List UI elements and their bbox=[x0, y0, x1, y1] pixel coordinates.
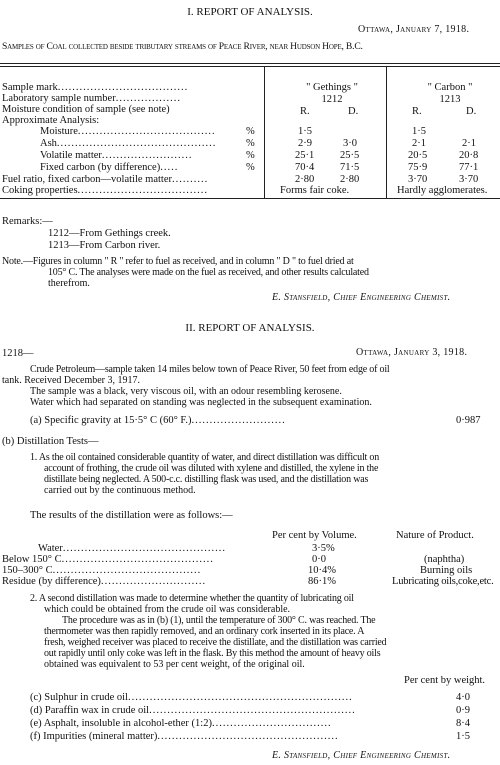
table-row: Moisture...................................... bbox=[40, 126, 216, 137]
p2-line-4: thermometer was then rapidly removed, and an ordinary cork inserted in its place. A bbox=[44, 626, 365, 637]
report2-signature: E. Stansfield, Chief Engineering Chemist. bbox=[272, 750, 451, 761]
cell-c-r: 20·5 bbox=[408, 150, 428, 161]
para1-line-4: Water which had separated on standing was neglected in the subsequent examination. bbox=[30, 397, 372, 408]
cell-c-d: D. bbox=[466, 106, 477, 117]
col-weight-head: Per cent by weight. bbox=[404, 675, 486, 686]
table-row: Below 150° C.......................................... bbox=[2, 554, 214, 565]
row-label: Coking properties bbox=[2, 185, 78, 196]
cell-g-r: Forms fair coke. bbox=[280, 185, 350, 196]
row-label: Residue (by difference) bbox=[2, 576, 101, 587]
row-label: Laboratory sample number bbox=[2, 93, 116, 104]
table-row: Sample mark.................................... bbox=[2, 82, 189, 93]
table-row: Ash............................................ bbox=[40, 138, 217, 149]
p2-line-7: obtained was equivalent to 53 per cent weight, of the original oil. bbox=[44, 659, 305, 670]
cell-g-r: R. bbox=[300, 106, 310, 117]
row-label: (e) Asphalt, insoluble in alcohol-ether (1:2) bbox=[30, 718, 212, 729]
cell-weight: 1·5 bbox=[456, 731, 470, 742]
results-intro: The results of the distillation were as follows:— bbox=[30, 510, 233, 521]
cell-g-r: 2·80 bbox=[295, 174, 315, 185]
cell-g-d: D. bbox=[348, 106, 359, 117]
table-row: (f) Impurities (mineral matter).................................................. bbox=[30, 731, 339, 742]
cell-volume: 86·1% bbox=[308, 576, 336, 587]
row-label: Water bbox=[38, 543, 63, 554]
dist-p1-line-2: account of frothing, the crude oil was diluted with xylene and distilled, the xylene in the bbox=[44, 463, 379, 474]
cell-unit: % bbox=[246, 150, 255, 161]
row-label: Fuel ratio, fixed carbon—volatile matter bbox=[2, 174, 172, 185]
note-line-2: 105° C. The analyses were made on the fuel as received, and other results calculated bbox=[48, 267, 369, 278]
dist-p1-line-1: 1. As the oil contained considerable quantity of water, and direct distillation was difficult on bbox=[30, 452, 380, 463]
cell-c-r: R. bbox=[412, 106, 422, 117]
col-gethings-head: " Gethings " bbox=[306, 82, 358, 93]
table-row: (e) Asphalt, insoluble in alcohol-ether (1:2)................................. bbox=[30, 718, 332, 729]
table-row: Volatile matter......................... bbox=[40, 150, 193, 161]
row-label: Sample mark bbox=[2, 82, 58, 93]
para1-line-3: The sample was a black, very viscous oil, with an odour resembling kerosene. bbox=[30, 386, 342, 397]
cell-c-r: 75·9 bbox=[408, 162, 428, 173]
table-row: Water............................................. bbox=[38, 543, 226, 554]
cell-g-r: 70·4 bbox=[295, 162, 315, 173]
note-line-1: Note.—Figures in column " R " refer to fuel as received, and in column " D " to fuel dried at bbox=[2, 256, 354, 267]
cell-c-d: 2·1 bbox=[462, 138, 476, 149]
cell-product: Burning oils bbox=[420, 565, 473, 576]
cell-product: Lubricating oils,coke,etc. bbox=[392, 576, 494, 587]
p2-line-6: out rapidly until only coke was left in the flask. By this method the amount of heavy oils bbox=[44, 648, 381, 659]
remark-1213: 1213—From Carbon river. bbox=[48, 240, 161, 251]
cell-g-d: 25·5 bbox=[340, 150, 360, 161]
table-row: Residue (by difference)............................. bbox=[2, 576, 207, 587]
table-vertical-rule-2 bbox=[386, 66, 387, 198]
cell-volume: 10·4% bbox=[308, 565, 336, 576]
dist-p1-line-4: carried out by the continuous method. bbox=[44, 485, 196, 496]
cell-g-r: 2·9 bbox=[298, 138, 312, 149]
report2-heading: II. REPORT OF ANALYSIS. bbox=[185, 322, 315, 334]
table-row: Fuel ratio, fixed carbon—volatile matter.......... bbox=[2, 174, 209, 185]
table-row: 150–300° C......................................... bbox=[2, 565, 202, 576]
row-label: Ash bbox=[40, 138, 57, 149]
row-label: Fixed carbon (by difference) bbox=[40, 162, 161, 173]
specific-gravity-row: (a) Specific gravity at 15·5° C (60° F.).......................... bbox=[30, 415, 286, 426]
col-gethings-number: 1212 bbox=[321, 94, 343, 105]
table-bottom-rule bbox=[0, 198, 500, 199]
cell-unit: % bbox=[246, 138, 255, 149]
cell-weight: 4·0 bbox=[456, 692, 470, 703]
sg-label: (a) Specific gravity at 15·5° C (60° F.) bbox=[30, 415, 192, 426]
col-carbon-number: 1213 bbox=[439, 94, 461, 105]
distillation-heading: (b) Distillation Tests— bbox=[2, 436, 99, 447]
p2-line-5: fresh, weighed receiver was placed to receive the distillate, and the distillation was carried bbox=[44, 637, 387, 648]
row-label: (c) Sulphur in crude oil bbox=[30, 692, 128, 703]
p2-line-3: The procedure was as in (b) (1), until the temperature of 300° C. was reached. The bbox=[62, 615, 376, 626]
para1-line-1: Crude Petroleum—sample taken 14 miles below town of Peace River, 50 feet from edge of oil bbox=[30, 364, 390, 375]
report1-signature: E. Stansfield, Chief Engineering Chemist. bbox=[272, 292, 451, 303]
cell-c-d: 20·8 bbox=[459, 150, 479, 161]
remarks-label: Remarks:— bbox=[2, 216, 53, 227]
report1-dateline: Ottawa, January 7, 1918. bbox=[358, 24, 470, 35]
cell-g-d: 2·80 bbox=[340, 174, 360, 185]
table-row: (d) Paraffin wax in crude oil......................................................... bbox=[30, 705, 356, 716]
cell-unit: % bbox=[246, 162, 255, 173]
report1-subtitle: Samples of Coal collected beside tributary streams of Peace River, near Hudson Hope, B.C. bbox=[2, 41, 363, 52]
p2-line-1: 2. A second distillation was made to determine whether the quantity of lubricating oil bbox=[30, 593, 354, 604]
cell-g-r: 1·5 bbox=[298, 126, 312, 137]
row-label: Moisture condition of sample (see note) bbox=[2, 104, 170, 115]
table-row: (c) Sulphur in crude oil.............................................................. bbox=[30, 692, 353, 703]
row-label: 150–300° C bbox=[2, 565, 53, 576]
col-volume-head: Per cent by Volume. bbox=[272, 530, 357, 541]
row-label: Moisture bbox=[40, 126, 78, 137]
dist-p1-line-3: distillate being neglected. A 500-c.c. distilling flask was used, and the distillation was bbox=[44, 474, 369, 485]
table-row: Fixed carbon (by difference)..... bbox=[40, 162, 179, 173]
cell-g-d: 71·5 bbox=[340, 162, 360, 173]
row-label: Approximate Analysis: bbox=[2, 115, 100, 126]
cell-c-r: 3·70 bbox=[408, 174, 428, 185]
cell-product: (naphtha) bbox=[424, 554, 465, 565]
table-top-rule-2 bbox=[0, 66, 500, 67]
remark-1212: 1212—From Gethings creek. bbox=[48, 228, 171, 239]
cell-volume: 0·0 bbox=[312, 554, 326, 565]
cell-c-r: Hardly agglomerates. bbox=[397, 185, 488, 196]
table-row: Coking properties.................................... bbox=[2, 185, 209, 196]
cell-c-d: 3·70 bbox=[459, 174, 479, 185]
cell-weight: 0·9 bbox=[456, 705, 470, 716]
p2-line-2: which could be obtained from the crude oil was considerable. bbox=[44, 604, 291, 615]
cell-c-r: 1·5 bbox=[412, 126, 426, 137]
report2-dateline: Ottawa, January 3, 1918. bbox=[356, 347, 468, 358]
cell-unit: % bbox=[246, 126, 255, 137]
table-row: Laboratory sample number.................. bbox=[2, 93, 181, 104]
note-line-3: therefrom. bbox=[48, 278, 90, 289]
sample-number: 1218— bbox=[2, 348, 34, 359]
cell-c-r: 2·1 bbox=[412, 138, 426, 149]
cell-g-r: 25·1 bbox=[295, 150, 315, 161]
table-top-rule bbox=[0, 63, 500, 64]
row-label: (f) Impurities (mineral matter) bbox=[30, 731, 158, 742]
row-label: (d) Paraffin wax in crude oil bbox=[30, 705, 150, 716]
row-label: Below 150° C bbox=[2, 554, 62, 565]
cell-g-d: 3·0 bbox=[343, 138, 357, 149]
cell-weight: 8·4 bbox=[456, 718, 470, 729]
cell-volume: 3·5% bbox=[312, 543, 335, 554]
col-product-head: Nature of Product. bbox=[396, 530, 474, 541]
report1-heading: I. REPORT OF ANALYSIS. bbox=[187, 6, 313, 18]
col-carbon-head: " Carbon " bbox=[427, 82, 473, 93]
row-label: Volatile matter bbox=[40, 150, 102, 161]
cell-c-d: 77·1 bbox=[459, 162, 479, 173]
table-vertical-rule bbox=[264, 66, 265, 198]
para1-line-2: tank. Received December 3, 1917. bbox=[2, 375, 141, 386]
sg-value: 0·987 bbox=[456, 415, 481, 426]
